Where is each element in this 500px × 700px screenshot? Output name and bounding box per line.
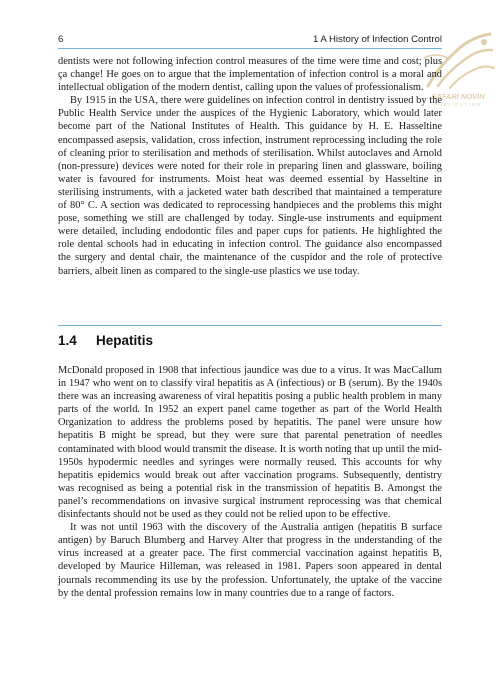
header-rule	[58, 48, 442, 49]
paragraph: It was not until 1963 with the discovery of the Australia antigen (hepatitis B surface antigen) by Baruch Blumberg and Harvey Alter that progress in the understanding of the virus increased at a greater pace. The first commercial vaccination against hepatitis B, developed by Maurice Hilleman, was released in 1981. Papers soon appeared in dental journals recommending its use by the profession. Unfortunately, the uptake of the vaccine by the dental profession remains low in many countries due to a range of factors.	[58, 522, 442, 599]
chapter-title: 1 A History of Infection Control	[312, 34, 442, 45]
page-number: 6	[58, 34, 64, 45]
section-number: 1.4	[58, 333, 77, 348]
paragraph: dentists were not following infection control measures of the time were time and cost; plus ça change! He goes on to argue that the implementation of infection control is a moral and intellectual obligation of the modern dentist, calling upon the values of professionalism.	[58, 56, 442, 94]
watermark-brand: SAFARI NOVIN	[431, 92, 485, 101]
section-title: Hepatitis	[96, 333, 154, 348]
watermark-subtitle: PUBLICATION	[434, 102, 482, 107]
body-text-top	[58, 55, 442, 278]
section-rule	[58, 325, 442, 326]
paragraph: McDonald proposed in 1908 that infectious jaundice was due to a virus. It was MacCallum in 1947 who went on to classify viral hepatitis as A (infectious) or B (serum). By the 1940s there was an increasing awareness of viral hepatitis posing a public health problem in many parts of the world. In 1952 an expert panel came together as part of the World Health Organization to address the problems posed by hepatitis. The panel were unsure how hepatitis B might be spread, but they were sure that parental penetration of needles contaminated with blood would transmit the disease. It is worth noting that up until the mid-1950s hypodermic needles and syringes were normally reused. This accounts for why hepatitis epidemics would break out after vaccination programs. Subsequently, dentistry was recognised as being a potential risk in the transmission of hepatitis B. Amongst the panel’s recommendations on invasive surgical instrument reprocessing was that chemical disinfectants should not be used as they could not be relied upon to be effective.	[58, 365, 442, 521]
section-heading	[58, 333, 153, 348]
paragraph: By 1915 in the USA, there were guidelines on infection control in dentistry issued by the Public Health Service under the auspices of the Hygienic Laboratory, which would later become part of the National Institutes of Health. This guidance by H. E. Hasseltine encompassed asepsis, validation, cross infection, instrument reprocessing including the role of cleaning prior to sterilisation and methods of sterilisation. Whilst autoclaves and Arnold (non-pressure) devices were noted for their role in preparing linen and glassware, boiling water is favoured for instruments. Moist heat was deemed essential by Hasseltine in sterilising instruments, with a jacketed water bath described that maintained a temperature of 80° C. A section was dedicated to reprocessing handpieces and the problems this might pose, something we still are challenged by today. Single-use instruments and equipment were detailed, including endodontic files and paper cups for patients. He highlighted the role dental schools had in educating in infection control. The guidance also encompassed the surgery and dental chair, the maintenance of the cuspidor and the role of protective barriers, albeit linen as compared to the single-use plastics we use today.	[58, 95, 442, 277]
body-text-bottom	[58, 364, 442, 600]
